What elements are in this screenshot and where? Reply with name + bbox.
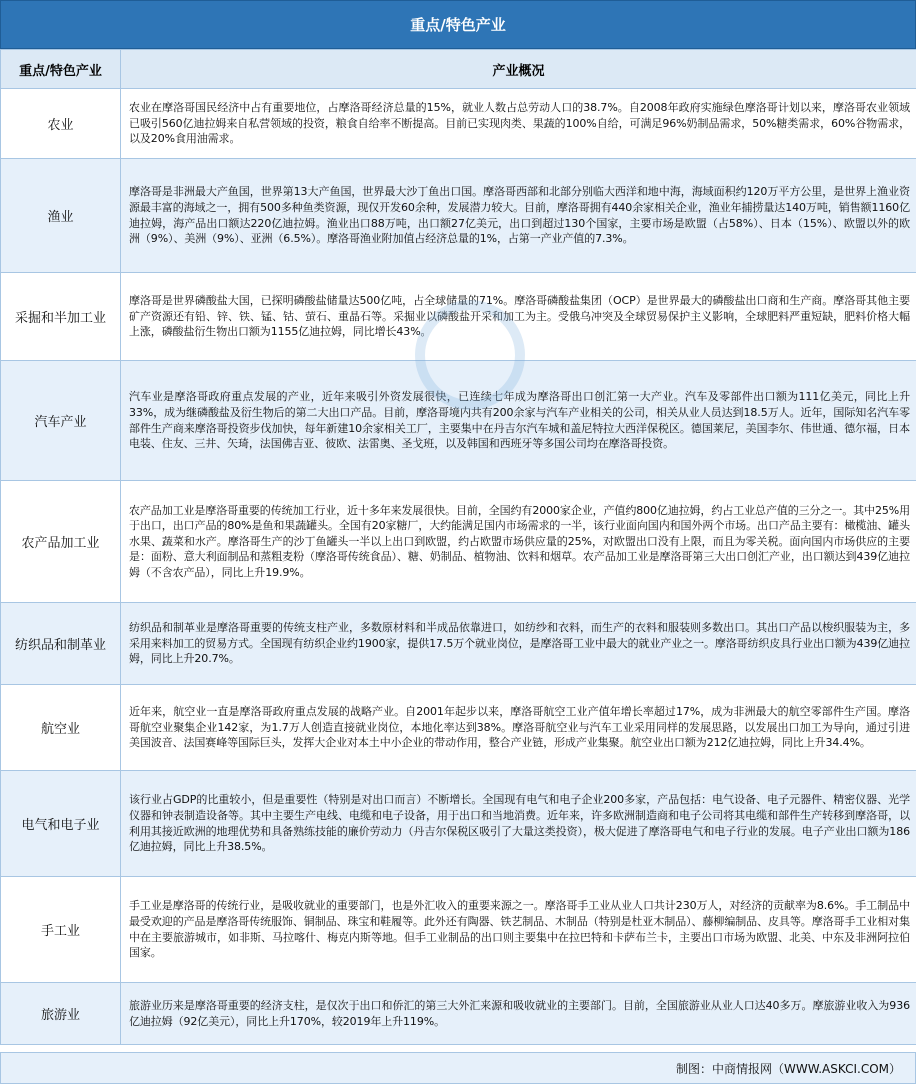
table-row xyxy=(1,603,916,685)
overview-cell: 手工业是摩洛哥的传统行业，是吸收就业的重要部门，也是外汇收入的重要来源之一。摩洛哥手工业从业人口共计230万人，对经济的贡献率为8.6%。手工制品中最受欢迎的产品是摩洛哥传统服饰、铜制品、珠宝和鞋履等。此外还有陶器、铁艺制品、木制品（特别是杜亚木制品）、藤柳编制品、皮具等。摩洛哥手工业相对集中在主要旅游城市，如非斯、马拉喀什、梅克内斯等地。但手工业制品的出口则主要集中在拉巴特和卡萨布兰卡，主要出口市场为欧盟、北美、中东及非洲阿拉伯国家。 xyxy=(121,877,916,983)
overview-cell: 纺织品和制革业是摩洛哥重要的传统支柱产业，多数原材料和半成品依靠进口，如纺纱和衣料，而生产的衣料和服装则多数出口。其出口产品以梭织服装为主，多采用来料加工的贸易方式。全国现有纺织企业约1900家，提供17.5万个就业岗位，是摩洛哥工业中最大的就业产业之一。摩洛哥纺织皮具行业出口额为439亿迪拉姆，同比上升20.7%。 xyxy=(121,603,916,685)
industry-cell: 旅游业 xyxy=(1,983,121,1045)
overview-cell: 旅游业历来是摩洛哥重要的经济支柱，是仅次于出口和侨汇的第三大外汇来源和吸收就业的主要部门。目前，全国旅游业从业人口达40多万。摩旅游业收入为936亿迪拉姆（92亿美元），同比上升170%，较2019年上升119%。 xyxy=(121,983,916,1045)
footer-source: 制图：中商情报网（WWW.ASKCI.COM） xyxy=(0,1052,916,1084)
overview-cell: 农产品加工业是摩洛哥重要的传统加工行业，近十多年来发展很快。目前，全国约有2000家企业，产值约800亿迪拉姆，约占工业总产值的三分之一。其中25%用于出口，出口产品的80%是鱼和果蔬罐头。全国有20家糖厂，大约能满足国内市场需求的一半，该行业面向国内和国外两个市场。出口产品主要有：橄榄油、罐头水果、蔬菜和水产。摩洛哥生产的沙丁鱼罐头一半以上出口到欧盟，约占欧盟市场供应量的25%，对欧盟出口没有上限，而且为零关税。面向国内市场供应的主要是：面粉、意大利面制品和蒸粗麦粉（摩洛哥传统食品）、糖、奶制品、植物油、饮料和烟草。农产品加工业是摩洛哥第三大出口创汇产业，出口额达到439亿迪拉姆（不含农产品），同比上升19.9%。 xyxy=(121,481,916,603)
table-row xyxy=(1,771,916,877)
industry-cell: 渔业 xyxy=(1,159,121,273)
header-industry: 重点/特色产业 xyxy=(1,50,121,89)
industry-cell: 手工业 xyxy=(1,877,121,983)
industry-cell: 纺织品和制革业 xyxy=(1,603,121,685)
industry-cell: 农产品加工业 xyxy=(1,481,121,603)
industry-cell: 农业 xyxy=(1,89,121,159)
table-row xyxy=(1,983,916,1045)
overview-cell: 该行业占GDP的比重较小，但是重要性（特别是对出口而言）不断增长。全国现有电气和电子企业200多家，产品包括：电气设备、电子元器件、精密仪器、光学仪器和钟表制造设备等。其中主要生产电线、电缆和电子设备，用于出口和当地消费。近年来，许多欧洲制造商和电子公司将其电缆和部件生产转移到摩洛哥，以利用其接近欧洲的地理优势和具备熟练技能的廉价劳动力（丹吉尔保税区吸引了大量这类投资），极大促进了摩洛哥电气和电子行业的发展。电子产业出口额为186亿迪拉姆，同比上升38.5%。 xyxy=(121,771,916,877)
overview-cell: 摩洛哥是非洲最大产鱼国，世界第13大产鱼国，世界最大沙丁鱼出口国。摩洛哥西部和北部分别临大西洋和地中海，海域面积约120万平方公里，是世界上渔业资源最丰富的海域之一，拥有500多种鱼类资源，现仅开发60余种，发展潜力较大。目前，摩洛哥拥有440余家相关企业，渔业年捕捞量达140万吨，销售额1160亿迪拉姆，海产品出口额达220亿迪拉姆。渔业出口88万吨，出口额27亿美元，出口到超过130个国家，主要市场是欧盟（占58%）、日本（15%）、欧盟以外的欧洲（9%）、美洲（9%）、亚洲（6.5%）。摩洛哥渔业附加值占经济总量的1%，占第一产业产值的7.3%。 xyxy=(121,159,916,273)
industry-table xyxy=(0,49,916,1045)
table-row xyxy=(1,481,916,603)
table-row xyxy=(1,159,916,273)
table-row xyxy=(1,89,916,159)
industry-cell: 电气和电子业 xyxy=(1,771,121,877)
table-title: 重点/特色产业 xyxy=(0,0,916,49)
industry-cell: 航空业 xyxy=(1,685,121,771)
overview-cell: 近年来，航空业一直是摩洛哥政府重点发展的战略产业。自2001年起步以来，摩洛哥航空工业产值年增长率超过17%，成为非洲最大的航空零部件生产国。摩洛哥航空业聚集企业142家，为1.7万人创造直接就业岗位，本地化率达到38%。摩洛哥航空业与汽车工业采用同样的发展思路，以发展出口加工为导向，通过引进美国波音、法国赛峰等国际巨头，发挥大企业对本土中小企业的带动作用，整合产业链，形成产业集聚。航空业出口额为212亿迪拉姆，同比上升34.4%。 xyxy=(121,685,916,771)
table-row xyxy=(1,361,916,481)
header-overview: 产业概况 xyxy=(121,50,916,89)
overview-cell: 农业在摩洛哥国民经济中占有重要地位，占摩洛哥经济总量的15%，就业人数占总劳动人口的38.7%。自2008年政府实施绿色摩洛哥计划以来，摩洛哥农业领域已吸引560亿迪拉姆来自私营领域的投资，粮食自给率不断提高。目前已实现肉类、果蔬的100%自给，可满足96%奶制品需求，50%糖类需求，60%谷物需求，以及20%食用油需求。 xyxy=(121,89,916,159)
header-row xyxy=(1,50,916,89)
industry-cell: 采掘和半加工业 xyxy=(1,273,121,361)
table-row xyxy=(1,685,916,771)
table-row xyxy=(1,877,916,983)
industry-cell: 汽车产业 xyxy=(1,361,121,481)
table-row xyxy=(1,273,916,361)
overview-cell: 汽车业是摩洛哥政府重点发展的产业，近年来吸引外资发展很快，已连续七年成为摩洛哥出口创汇第一大产业。汽车及零部件出口额为111亿美元，同比上升33%，成为继磷酸盐及衍生物后的第二大出口产品。目前，摩洛哥境内共有200余家与汽车产业相关的公司，相关从业人员达到18.5万人。近年，国际知名汽车零部件生产商来摩洛哥投资步伐加快，每年新建10余家相关工厂，主要集中在丹吉尔汽车城和盖尼特拉大西洋保税区。德国莱尼，美国李尔、伟世通、德尔福，日本电装、住友、三井、矢琦，法国佛吉亚、彼欧、法雷奥、圣戈班，以及韩国和西班牙等多国公司均在摩洛哥投资。 xyxy=(121,361,916,481)
overview-cell: 摩洛哥是世界磷酸盐大国，已探明磷酸盐储量达500亿吨，占全球储量的71%。摩洛哥磷酸盐集团（OCP）是世界最大的磷酸盐出口商和生产商。摩洛哥其他主要矿产资源还有铅、锌、铁、锰、钴、萤石、重晶石等。采掘业以磷酸盐开采和加工为主。受俄乌冲突及全球贸易保护主义影响，全球肥料严重短缺，肥料价格大幅上涨，磷酸盐衍生物出口额为1155亿迪拉姆，同比增长43%。 xyxy=(121,273,916,361)
